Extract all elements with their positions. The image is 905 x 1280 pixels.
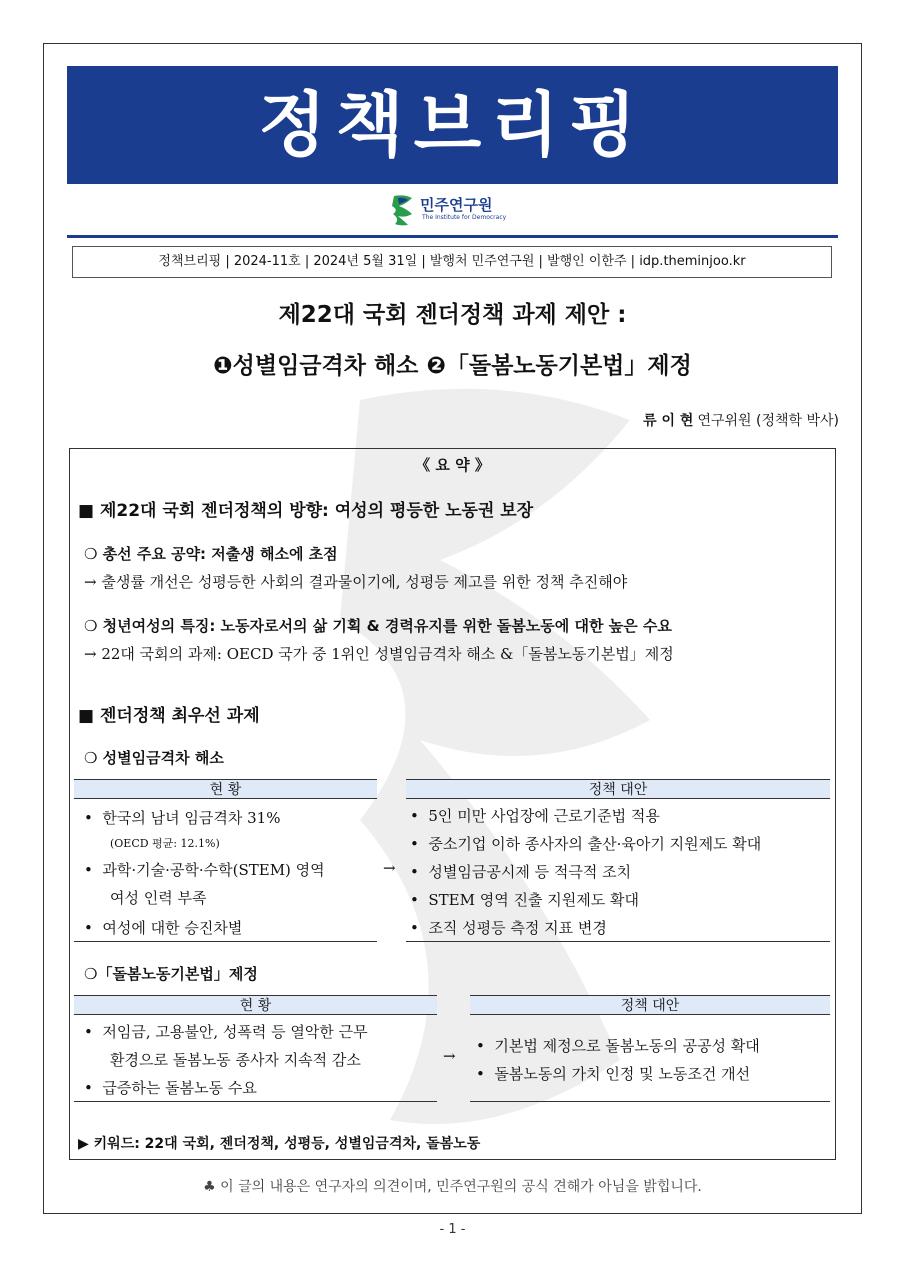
list-item: • 돌봄노동의 가치 인정 및 노동조건 개선 xyxy=(476,1065,751,1083)
section1-item1-text: → 출생률 개선은 성평등한 사회의 결과물이기에, 성평등 제고를 위한 정책 추진해야 xyxy=(84,573,628,591)
sub1-right-bottom-rule xyxy=(406,941,830,942)
list-item: • 기본법 제정으로 돌봄노동의 공공성 확대 xyxy=(476,1037,760,1055)
header-banner xyxy=(67,66,838,184)
sub1-left-header: 현 황 xyxy=(74,779,377,799)
section1-item1-title: ❍ 총선 주요 공약: 저출생 해소에 초점 xyxy=(84,545,338,563)
list-item: • 한국의 남녀 임금격차 31% xyxy=(84,809,281,827)
list-item: • 성별임금공시제 등 적극적 조치 xyxy=(410,863,632,881)
keywords: ▶ 키워드: 22대 국회, 젠더정책, 성평등, 성별임금격차, 돌봄노동 xyxy=(78,1136,481,1152)
page-number: - 1 - xyxy=(439,1222,466,1237)
section1-title: ■ 제22대 국회 젠더정책의 방향: 여성의 평등한 노동권 보장 xyxy=(78,501,534,521)
sub2-left-header: 현 황 xyxy=(74,995,437,1015)
sub1-right-header: 정책 대안 xyxy=(406,779,830,799)
header-rule xyxy=(67,235,838,238)
sub1-arrow-icon: → xyxy=(383,859,396,877)
sub2-right-header: 정책 대안 xyxy=(470,995,830,1015)
author-line xyxy=(643,410,839,430)
section1-item2-text: → 22대 국회의 과제: OECD 국가 중 1위인 성별임금격차 해소 &「돌봄노동기본법」제정 xyxy=(84,645,674,663)
list-item: 여성 인력 부족 xyxy=(110,889,207,907)
list-item: • 5인 미만 사업장에 근로기준법 적용 xyxy=(410,807,660,825)
list-item: (OECD 평균: 12.1%) xyxy=(110,837,220,850)
list-item: • 급증하는 돌봄노동 수요 xyxy=(84,1079,257,1097)
section1-item2-title: ❍ 청년여성의 특징: 노동자로서의 삶 기획 & 경력유지를 위한 돌봄노동에 대한 높은 수요 xyxy=(84,617,672,635)
list-item: • 조직 성평등 측정 지표 변경 xyxy=(410,919,607,937)
list-item: • 저임금, 고용불안, 성폭력 등 열악한 근무 xyxy=(84,1023,368,1041)
list-item: • STEM 영역 진출 지원제도 확대 xyxy=(410,891,639,909)
list-item: 환경으로 돌봄노동 종사자 지속적 감소 xyxy=(110,1051,361,1069)
institute-logo xyxy=(390,190,530,230)
institute-logo-icon xyxy=(390,192,416,226)
author-name: 류 이 현 xyxy=(643,413,694,429)
section2-title: ■ 젠더정책 최우선 과제 xyxy=(78,706,260,726)
disclaimer-footnote: ♣ 이 글의 내용은 연구자의 의견이며, 민주연구원의 공식 견해가 아님을 밝힙니다. xyxy=(203,1179,702,1195)
sub2-left-bottom-rule xyxy=(74,1101,437,1102)
document-title-line1: 제22대 국회 젠더정책 과제 제안 : xyxy=(278,302,627,328)
document-title-line2: ❶성별임금격차 해소 ❷「돌봄노동기본법」제정 xyxy=(213,353,692,379)
banner-title: 정책브리핑 xyxy=(258,83,647,166)
publication-info-bar: 정책브리핑 | 2024-11호 | 2024년 5월 31일 | 발행처 민주연구원 | 발행인 이한주 | idp.theminjoo.kr xyxy=(72,246,832,278)
logo-name: 민주연구원 xyxy=(420,196,493,214)
sub2-arrow-icon: → xyxy=(443,1047,456,1065)
author-role: 연구위원 (정책학 박사) xyxy=(697,413,839,429)
list-item: • 여성에 대한 승진차별 xyxy=(84,919,243,937)
summary-box xyxy=(69,448,836,1160)
list-item: • 중소기업 이하 종사자의 출산·육아기 지원제도 확대 xyxy=(410,835,762,853)
list-item: • 과학·기술·공학·수학(STEM) 영역 xyxy=(84,861,325,879)
logo-tagline: The Institute for Democracy xyxy=(422,214,507,221)
sub1-title: ❍ 성별임금격차 해소 xyxy=(84,749,224,767)
sub2-right-bottom-rule xyxy=(470,1101,830,1102)
summary-heading: 《 요 약 》 xyxy=(415,456,490,474)
sub2-title: ❍「돌봄노동기본법」제정 xyxy=(84,965,258,983)
sub1-left-bottom-rule xyxy=(74,941,377,942)
